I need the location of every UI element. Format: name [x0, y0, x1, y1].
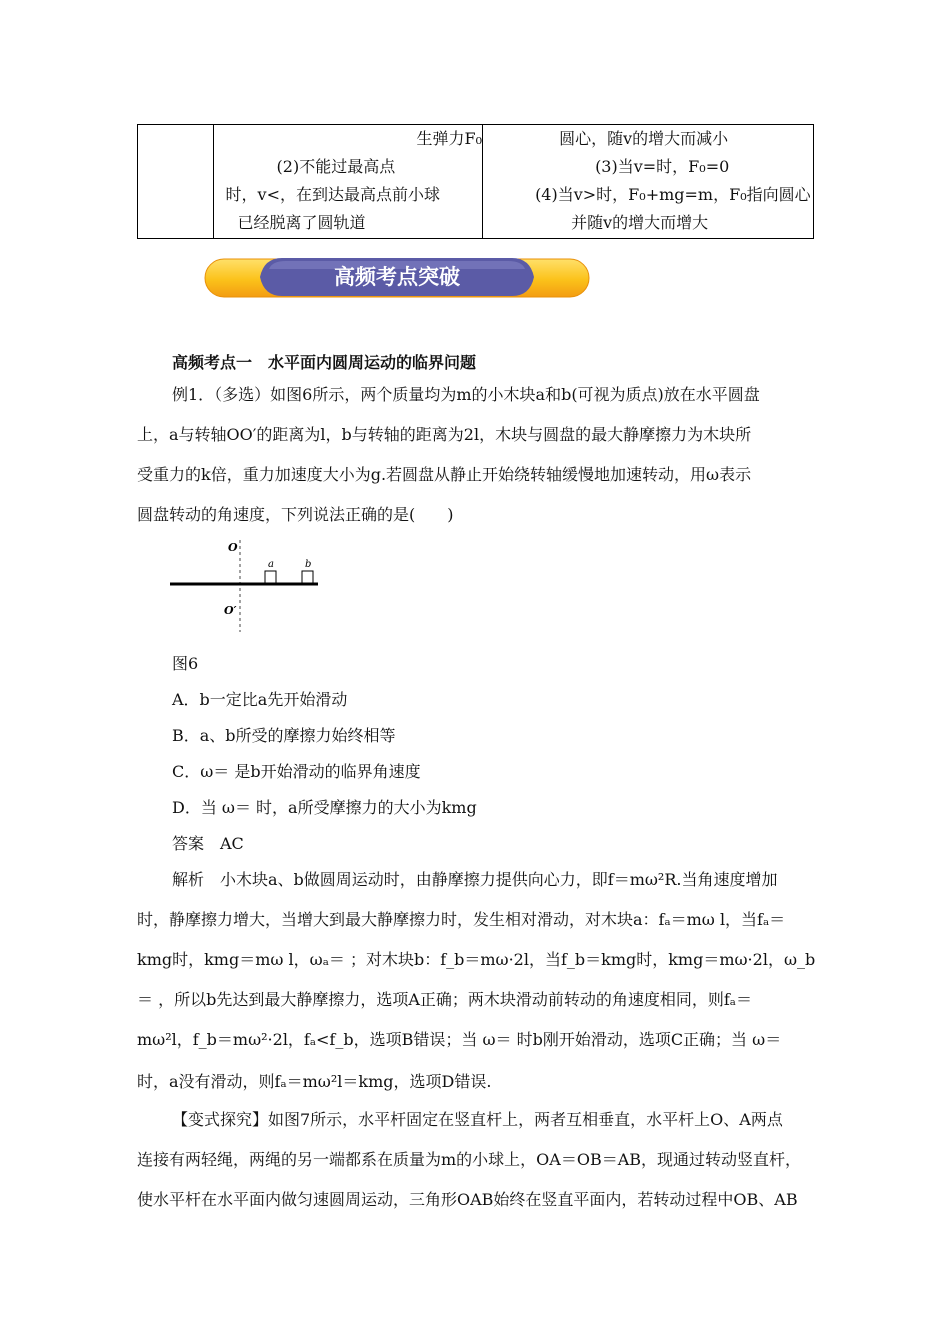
section-banner	[204, 255, 590, 299]
analysis-line: mω²l，f_b＝mω²·2l，fₐ<f_b，选项B错误；当 ω＝ 时b刚开始滑动，选项C正确；当 ω＝	[137, 1030, 782, 1049]
variant-line: 【变式探究】如图7所示，水平杆固定在竖直杆上，两者互相垂直，水平杆上O、A两点	[172, 1110, 783, 1129]
banner-title: 高频考点突破	[334, 265, 460, 289]
analysis-line: 解析 小木块a、b做圆周运动时，由静摩擦力提供向心力，即f＝mω²R.当角速度增加	[172, 870, 778, 889]
table-line: (3)当v=时，F₀=0	[595, 157, 730, 176]
example-line: 上，a与转轴OO′的距离为l，b与转轴的距离为2l，木块与圆盘的最大静摩擦力为木块所	[137, 425, 752, 444]
table-line: 时，v<，在到达最高点前小球	[225, 185, 440, 204]
label-O: O	[228, 541, 238, 554]
table-line: (4)当v>时，F₀+mg=m，F₀指向圆心	[535, 185, 811, 204]
label-O-prime: O′	[224, 604, 237, 617]
table-line: 圆心，随v的增大而减小	[559, 129, 729, 148]
variant-line: 连接有两轻绳，两绳的另一端都系在质量为m的小球上，OA＝OB＝AB，现通过转动竖直杆，	[137, 1150, 802, 1169]
label-a: a	[268, 559, 274, 570]
table-cell-case-2	[213, 125, 483, 239]
figure-caption: 图6	[172, 654, 199, 673]
option-c: C．ω＝ 是b开始滑动的临界角速度	[172, 762, 421, 781]
figure-6-diagram	[168, 538, 328, 634]
table-line: 已经脱离了圆轨道	[237, 213, 366, 232]
example-line: 圆盘转动的角速度，下列说法正确的是( )	[137, 505, 454, 524]
table-cell-empty	[138, 125, 214, 239]
label-b: b	[305, 559, 312, 570]
table-line: 并随v的增大而增大	[571, 213, 709, 232]
analysis-line: ＝ ，所以b先达到最大静摩擦力，选项A正确；两木块滑动前转动的角速度相同，则fₐ＝	[137, 990, 752, 1009]
continuation-table	[137, 124, 814, 239]
table-line: 生弹力F₀	[416, 129, 483, 148]
table-cell-case-3	[483, 125, 814, 239]
analysis-line: 时，静摩擦力增大，当增大到最大静摩擦力时，发生相对滑动，对木块a：fₐ＝mω l，当fₐ＝	[137, 910, 786, 929]
answer: 答案 AC	[172, 834, 244, 853]
block-a	[265, 571, 276, 583]
analysis-line: 时，a没有滑动，则fₐ＝mω²l＝kmg，选项D错误.	[137, 1072, 492, 1091]
block-b	[302, 571, 313, 583]
option-a: A．b一定比a先开始滑动	[172, 690, 348, 709]
option-d: D．当 ω＝ 时，a所受摩擦力的大小为kmg	[172, 798, 477, 817]
option-b: B．a、b所受的摩擦力始终相等	[172, 726, 396, 745]
example-line: 例1．（多选）如图6所示，两个质量均为m的小木块a和b(可视为质点)放在水平圆盘	[172, 385, 760, 404]
analysis-line: kmg时，kmg＝mω l，ωₐ＝ ；对木块b：f_b＝mω·2l，当f_b＝kmg时，kmg＝mω·2l，ω_b	[137, 950, 816, 969]
section-heading: 高频考点一 水平面内圆周运动的临界问题	[172, 353, 477, 372]
table-row	[138, 125, 814, 239]
variant-line: 使水平杆在水平面内做匀速圆周运动，三角形OAB始终在竖直平面内，若转动过程中OB、AB	[137, 1190, 798, 1209]
table-line: (2)不能过最高点	[276, 157, 396, 176]
example-line: 受重力的k倍，重力加速度大小为g.若圆盘从静止开始绕转轴缓慢地加速转动，用ω表示	[137, 465, 752, 484]
